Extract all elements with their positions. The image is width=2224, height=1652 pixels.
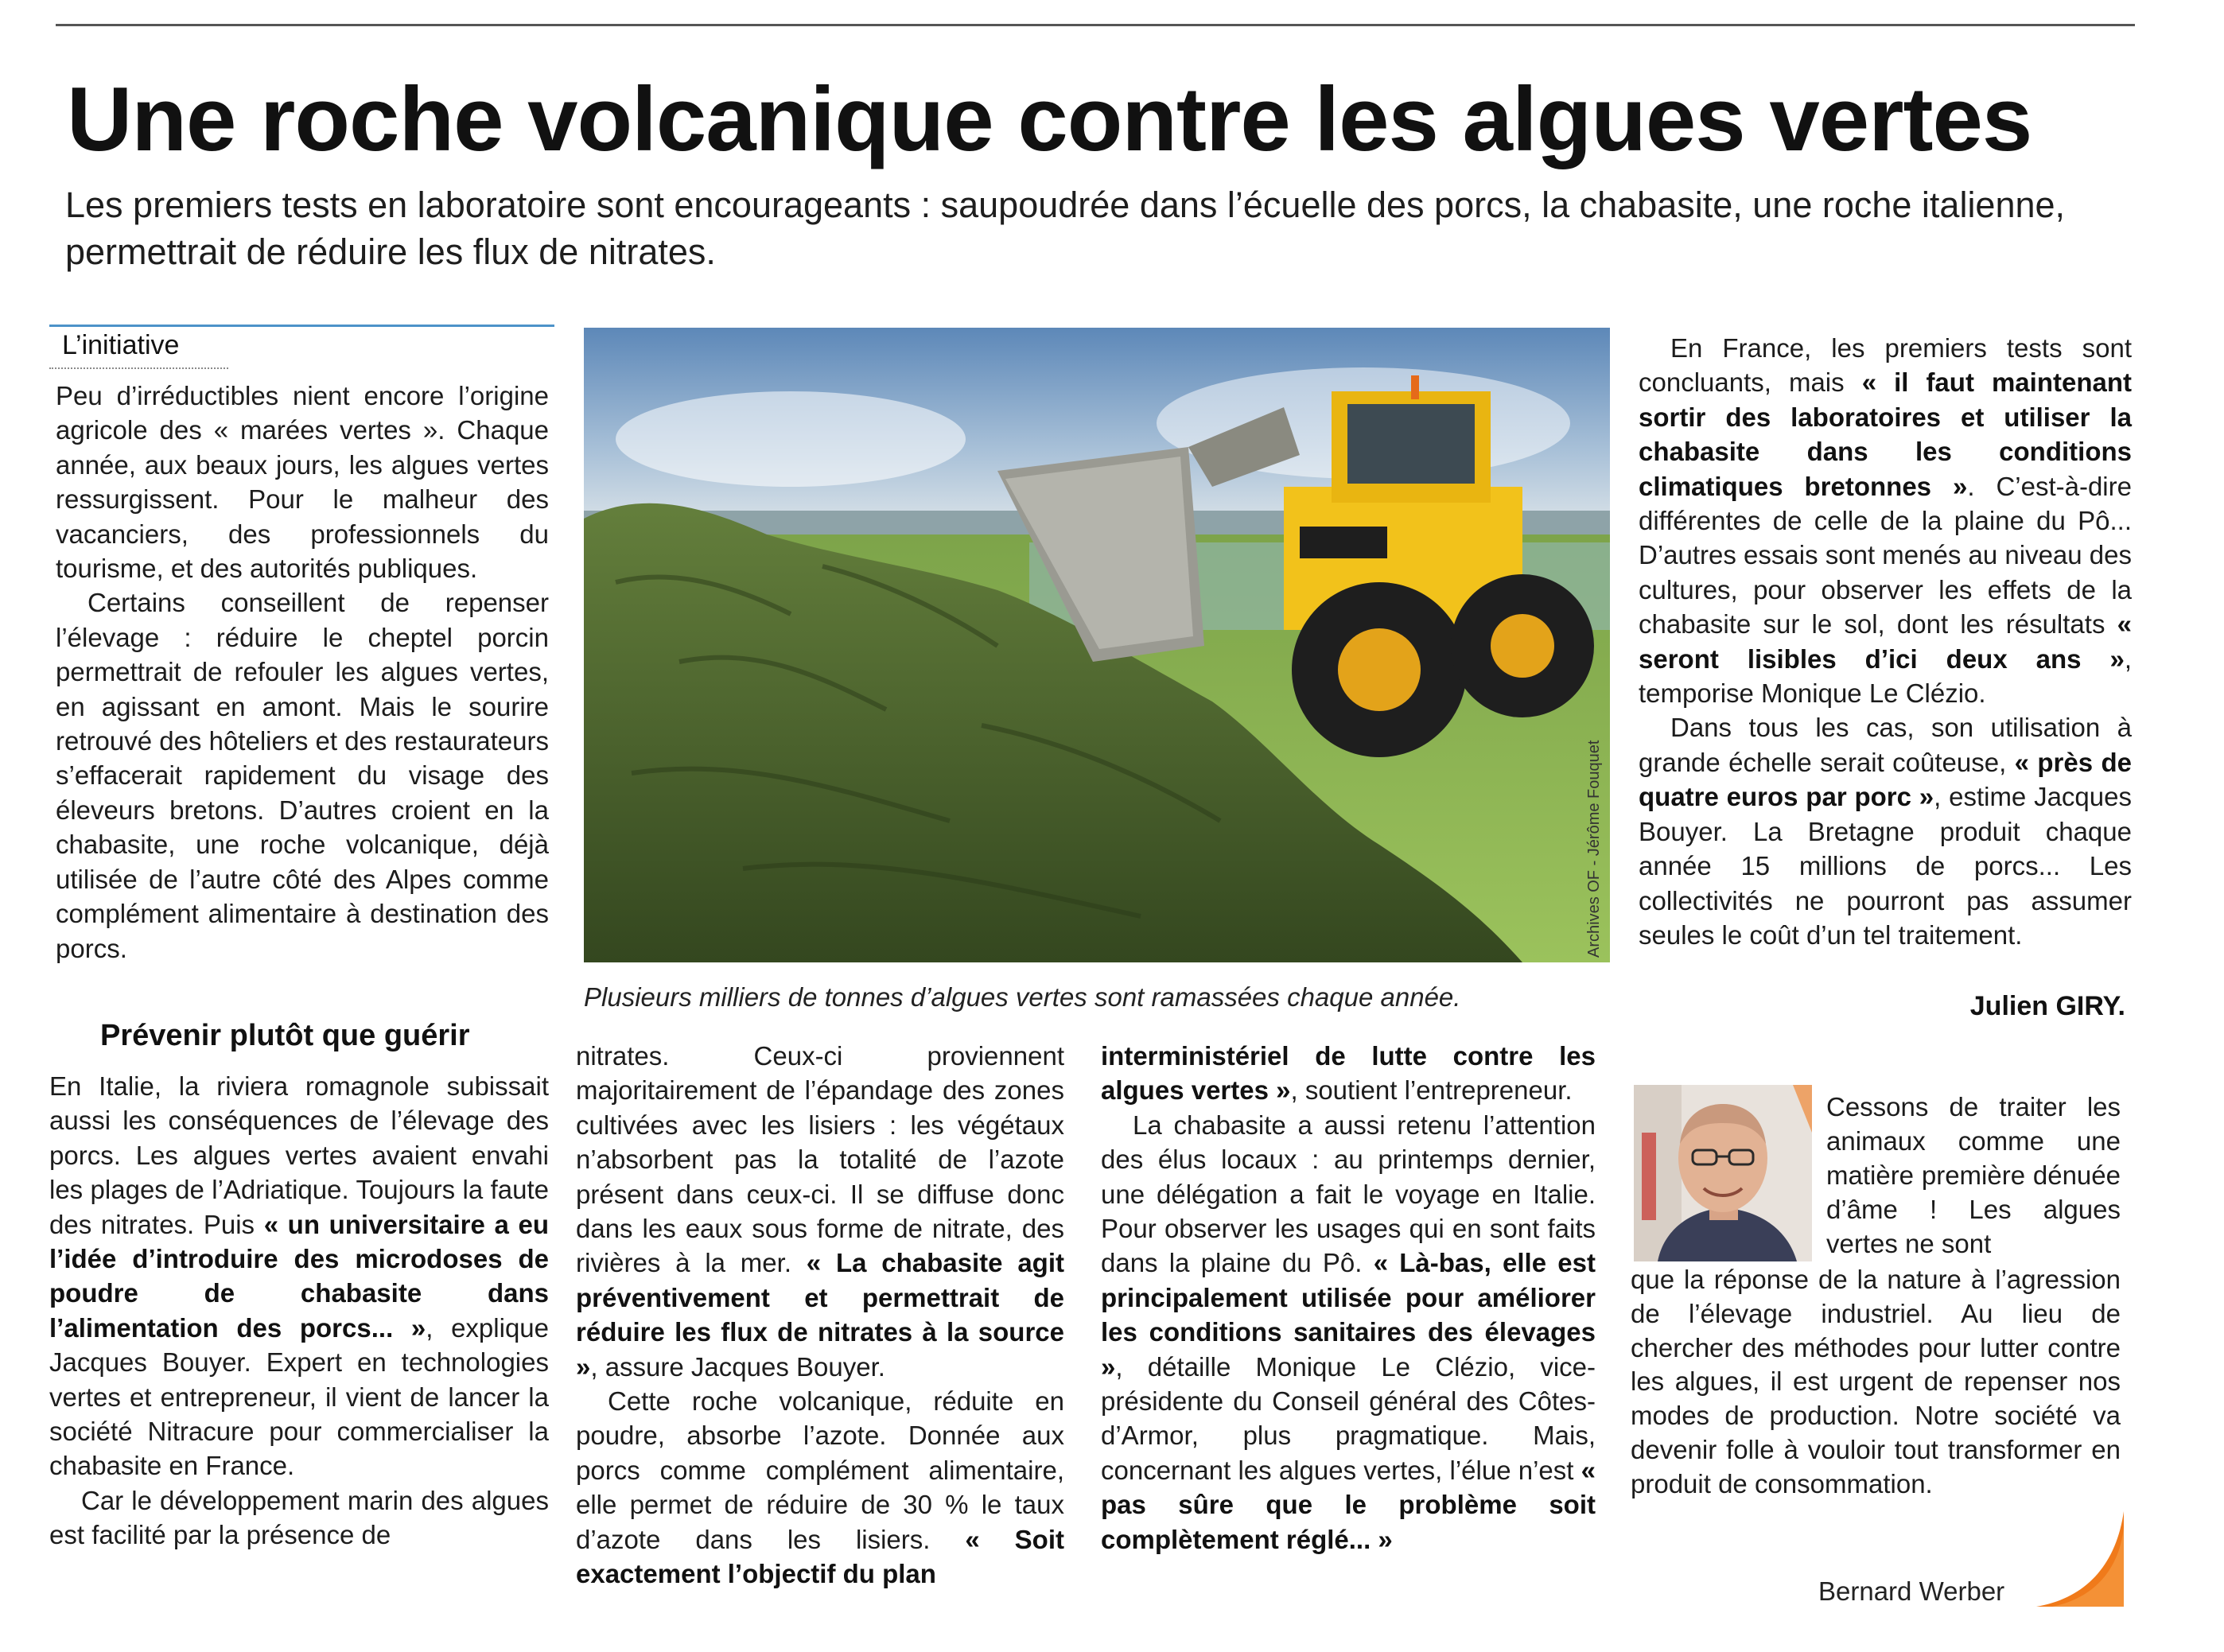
top-rule: [56, 24, 2135, 26]
quote-text-top: Cessons de traiter les animaux comme une matière première dénuée d’âme ! Les algues vertes ne sont: [1826, 1092, 2121, 1258]
text-run: , soutient l’entrepreneur.: [1290, 1075, 1573, 1106]
text-run: , estime Jacques Bouyer. La Bretagne produit chaque année 15 millions de porcs... Les collectivités ne pourront pas assumer seules le coût d’un tel traitement.: [1639, 782, 2132, 950]
quote-bold: « seront lisibles d’ici deux ans »: [1639, 609, 2132, 674]
quote-text-rest: que la réponse de la nature à l’agression de l’élevage industriel. Au lieu de chercher des méthodes pour lutter contre les algues, il est urgent de repenser nos modes de production. Notre société va devenir folle à vouloir tout transformer en produit de consommation.: [1631, 1265, 2121, 1498]
text-run: , assure Jacques Bouyer.: [590, 1351, 885, 1382]
paragraph: Peu d’irréductibles nient encore l’origine agricole des « marées vertes ». Chaque année, aux beaux jours, les algues vertes ressurgissent. Pour le malheur des vacanciers, des professionnels du tourisme, et des autorités publiques.: [56, 381, 549, 584]
text-run: nitrates. Ceux-ci proviennent majoritairement de l’épandage des zones cultivées avec les lisiers : les végétaux n’absorbent pas la totalité de l’azote présent dans ceux-ci. Il se diffuse donc dans les eaux sous forme de nitrate, des rivières à la mer.: [576, 1041, 1064, 1278]
deck-subtitle: Les premiers tests en laboratoire sont encourageants : saupoudrée dans l’écuelle des porcs, la chabasite, une roche italienne, permettrait de réduire les flux de nitrates.: [65, 185, 2066, 272]
text-run: , temporise Monique Le Clézio.: [1639, 643, 2132, 709]
column-3: [1101, 1039, 1596, 1557]
paragraph: Certains conseillent de repenser l’élevage : réduire le cheptel porcin permettrait de refouler les algues vertes, en agissant en amont. Mais le sourire retrouvé des hôteliers et des restaurateurs s’effacerait rapidement du visage des éleveurs bretons. D’autres croient en la chabasite, une roche volcanique, déjà utilisée de l’autre côté des Alpes comme complément alimentaire à destination des porcs.: [56, 588, 549, 963]
quote-bold: « La chabasite agit préventivement et permettrait de réduire les flux de nitrates à la source »: [576, 1248, 1064, 1382]
paragraph: [576, 1384, 1064, 1591]
text-run: La chabasite a aussi retenu l’attention des élus locaux : au printemps dernier, une délégation a fait le voyage en Italie. Pour observer les usages qui en sont faits dans la plaine du Pô.: [1101, 1110, 1596, 1278]
paragraph: [1639, 710, 2132, 952]
paragraph: [1101, 1108, 1596, 1557]
quote-bold: interministériel de lutte contre les algues vertes »: [1101, 1041, 1596, 1106]
kicker-label: L’initiative: [62, 330, 180, 360]
paragraph: [1101, 1039, 1596, 1108]
photo-credit: Archives OF - Jérôme Fouquet: [1585, 740, 1603, 958]
column-4: [1639, 331, 2132, 952]
photo-caption: Plusieurs milliers de tonnes d’algues vertes sont ramassées chaque année.: [584, 982, 1461, 1012]
text-run: , explique Jacques Bouyer. Expert en technologies vertes et entrepreneur, il vient de lancer la société Nitracure pour commercialiser la chabasite en France.: [49, 1312, 549, 1481]
text-run: En France, les premiers tests sont concluants, mais: [1639, 333, 2132, 398]
quote-bold: « Là-bas, elle est principalement utilisée pour améliorer les conditions sanitaires des élevages »: [1101, 1248, 1596, 1382]
quote-bold: « pas sûre que le problème soit complètement réglé... »: [1101, 1455, 1596, 1554]
paragraph: [49, 1069, 549, 1483]
quote-bold: « il faut maintenant sortir des laboratoires et utiliser la chabasite dans les conditions climatiques bretonnes »: [1639, 367, 2132, 501]
headline: Une roche volcanique contre les algues vertes: [67, 69, 2032, 170]
paragraph: [1639, 331, 2132, 710]
column-2: [576, 1039, 1064, 1592]
paragraph: [576, 1039, 1064, 1384]
kicker-underline: [49, 367, 228, 369]
column-1-body: [49, 1069, 549, 1553]
text-run: . C’est-à-dire différentes de celle de la plaine du Pô... D’autres essais sont menés au niveau des cultures, pour observer les effets de la chabasite sur le sol, dont les résultats: [1639, 471, 2133, 639]
news-photo-loader-algae: [584, 328, 1610, 962]
quote-bold: « Soit exactement l’objectif du plan: [576, 1524, 1064, 1589]
paragraph: Car le développement marin des algues est facilité par la présence de: [49, 1485, 549, 1550]
column-1-intro: [56, 379, 549, 966]
text-run: , détaille Monique Le Clézio, vice-présidente du Conseil général des Côtes-d’Armor, plus pragmatique. Mais, concernant les algues vertes, l’élue n’est: [1101, 1351, 1596, 1485]
section-subhead: Prévenir plutôt que guérir: [100, 1019, 470, 1052]
quote-author: Bernard Werber: [1818, 1576, 2005, 1606]
quote-bold: « un universitaire a eu l’idée d’introduire des microdoses de poudre de chabasite dans l’alimentation des porcs... »: [49, 1209, 550, 1343]
quote-bold: « près de quatre euros par porc »: [1639, 747, 2132, 812]
kicker-rule: [49, 325, 554, 327]
text-run: En Italie, la riviera romagnole subissait aussi les conséquences de l’élevage des porcs. Les algues vertes avaient envahi les plages de l’Adriatique. Toujours la faute des nitrates. Puis: [49, 1071, 549, 1239]
portrait-photo: [1634, 1085, 1812, 1261]
text-run: Dans tous les cas, son utilisation à grande échelle serait coûteuse,: [1639, 713, 2132, 777]
orange-corner-accent: [2036, 1511, 2124, 1607]
author-signature: Julien GIRY.: [1969, 991, 2125, 1021]
text-run: Cette roche volcanique, réduite en poudre, absorbe l’azote. Donnée aux porcs comme complément alimentaire, elle permet de réduire de 30 % le taux d’azote dans les lisiers.: [576, 1386, 1064, 1554]
